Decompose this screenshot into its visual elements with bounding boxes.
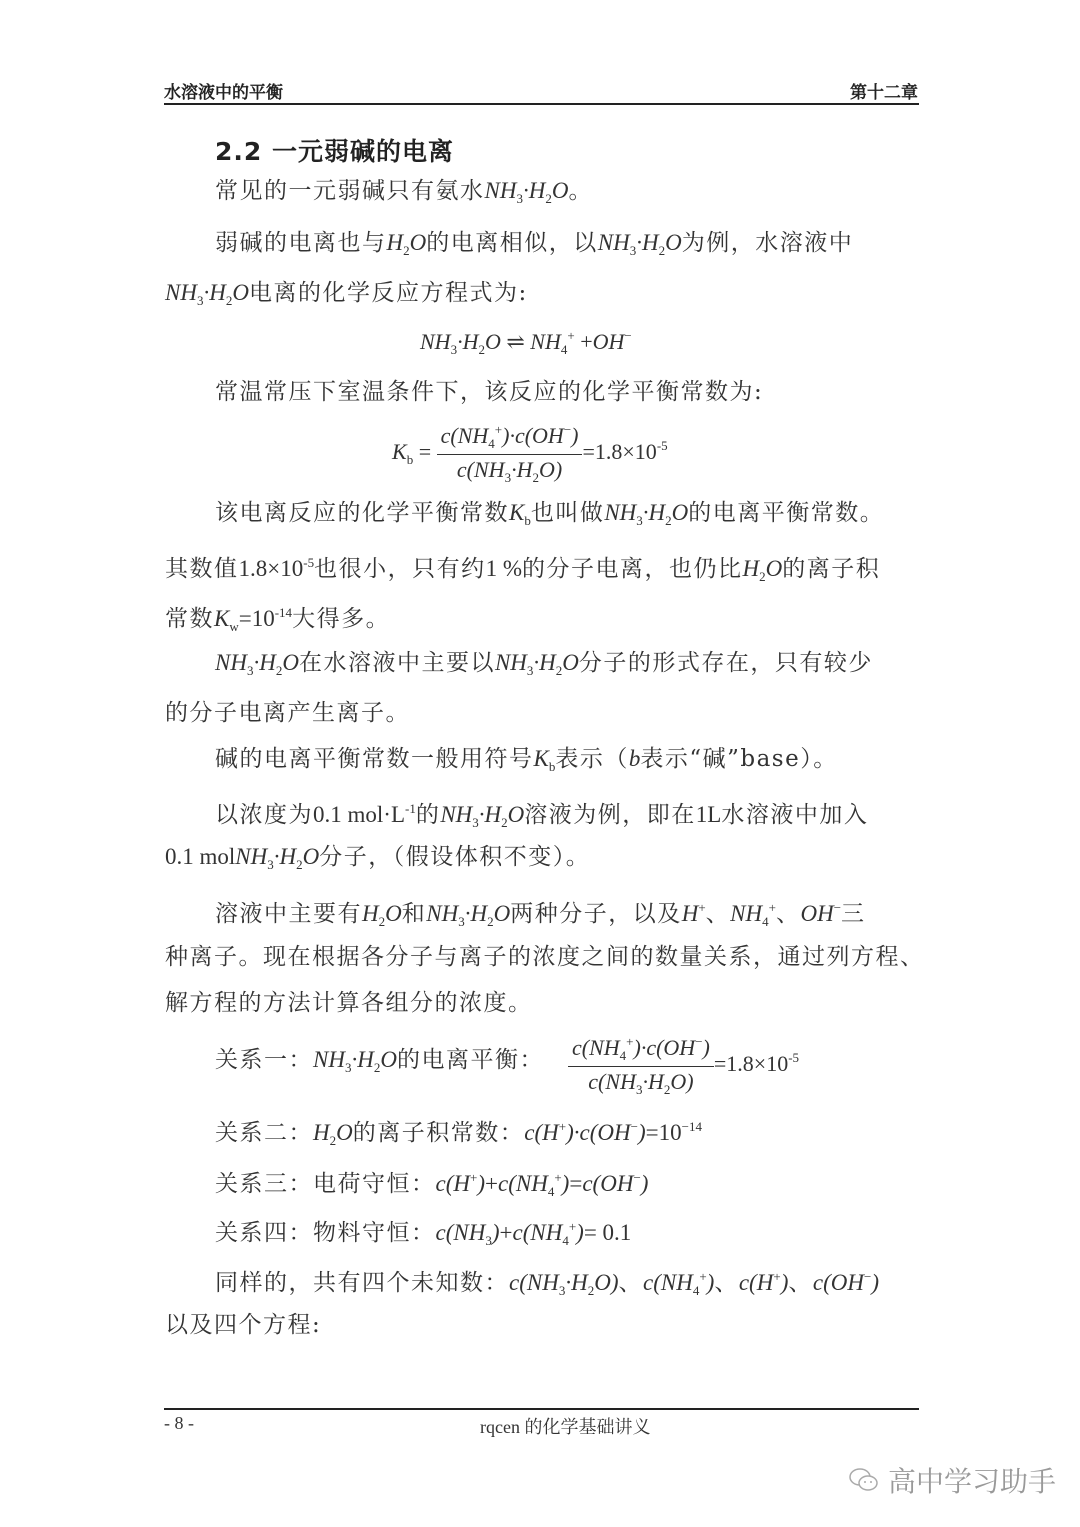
relation-1-formula: $\frac{c(NH_4^+)\cdot c(OH^-)}{c(NH_3\cdot H_2O)}$ $=1.8\times 10^{-5}$ [568,1034,799,1098]
formula-h2o: $H_2O$ [362,901,402,929]
paragraph: 解方程的方法计算各组分的浓度。 [165,990,533,1016]
text: 常见的一元弱碱只有氨水 [215,178,485,204]
footer-title: rqcen 的化学基础讲义 [480,1417,651,1437]
equilibrium-arrow-icon: ⇌ [506,329,525,354]
formula-nh3h2o: $NH_3\cdot H_2O$ [440,802,525,830]
paragraph [215,176,593,214]
paragraph: $NH_3\cdot H_2O$在水溶液中主要以$NH_3\cdot H_2O$分子的形式存在，只有较少 [215,650,873,678]
paragraph: 弱碱的电离也与$H_2O$的电离相似，以$NH_3\cdot H_2O$为例，水溶液中 [215,230,854,258]
relation-2: 关系二：$H_2O$的离子积常数：$c(H^+)\cdot c(OH^-)=10^{-14}$ [215,1119,702,1148]
paragraph: 碱的电离平衡常数一般用符号$K_b$表示（b表示“碱”base）。 [215,746,838,774]
paragraph: 以及四个方程: [165,1312,322,1338]
paragraph: 常数$K_w=10^{-14}$大得多。 [165,605,391,634]
formula-nh3h2o: $NH_3\cdot H_2O$ [604,500,689,528]
running-header-right: 第十二章 [850,83,918,103]
watermark-text: 高中学习助手 [888,1465,1057,1498]
formula-nh3h2o: $NH_3\cdot H_2O$ [235,844,320,872]
header-rule [164,103,919,105]
kb-formula: $K_b$ = $\frac{c(NH_4^+)\cdot c(OH^-)}{c(NH_3\cdot H_2O)}$ $=1.8\times 10^{-5}$ [392,422,668,485]
section-title: 2.2 一元弱碱的电离 [215,137,454,166]
paragraph: $NH_3\cdot H_2O$电离的化学反应方程式为: [165,280,528,308]
page-number: - 8 - [164,1413,194,1433]
watermark [848,1460,1056,1500]
formula-nh3h2o: $NH_3\cdot H_2O$ [215,650,299,678]
formula-nh3h2o: $NH_3\cdot H_2O$ [484,178,569,206]
formula-nh3h2o: $NH_3\cdot H_2O$ [597,230,682,258]
paragraph: 种离子。现在根据各分子与离子的浓度之间的数量关系，通过列方程、 [165,944,925,970]
footer-rule [164,1408,919,1410]
paragraph: 以浓度为0.1 $mol\cdot L^{-1}$的$NH_3\cdot H_2O$溶液为例，即在1L水溶液中加入 [215,801,869,830]
paragraph: 0.1 $molNH_3\cdot H_2O$分子，（假设体积不变）。 [165,844,591,872]
formula-h2o: $H_2O$ [742,556,783,584]
formula-nh3h2o: $NH_3\cdot H_2O$ [426,901,511,929]
text: 。 [568,178,593,204]
formula-h2o: $H_2O$ [313,1120,353,1148]
running-header-left: 水溶液中的平衡 [164,83,283,103]
formula-nh3h2o: $NH_3\cdot H_2O$ [494,650,579,678]
wechat-icon [848,1466,880,1494]
ionization-equation: $NH_3\cdot H_2O$ ⇌ $NH_4^+ +OH^-$ [420,328,632,357]
paragraph: 其数值$1.8\times 10^{-5}$也很小，只有约1 %的分子电离，也仍比$H_2O$的离子积 [165,555,881,584]
relation-1: 关系一：$NH_3\cdot H_2O$的电离平衡： [215,1047,544,1075]
kb-fraction: $\frac{c(NH_4^+)\cdot c(OH^-)}{c(NH_3\cdot H_2O)}$ [437,422,583,486]
formula-nh3h2o: $NH_3\cdot H_2O$ [165,280,249,308]
paragraph: 溶液中主要有$H_2O$和$NH_3\cdot H_2O$两种分子，以及H+、$NH_4^+$、OH−三 [215,900,866,929]
formula-nh3h2o: $NH_3\cdot H_2O$ [313,1047,397,1075]
paragraph: 的分子电离产生离子。 [165,700,410,726]
relation-3: 关系三：电荷守恒：$c(H^+)+c(NH_4^+)=c(OH^-)$ [215,1170,649,1199]
relation-4: 关系四：物料守恒：$c(NH_3)+c(NH_4^+)= 0.1$ [215,1219,632,1248]
formula-h2o: $H_2O$ [386,230,427,258]
paragraph: 同样的，共有四个未知数：$c(NH_3\cdot H_2O)$、$c(NH_4^+)$、c(H+)、c(OH−) [215,1269,879,1298]
paragraph: 常温常压下室温条件下，该反应的化学平衡常数为: [215,379,764,405]
paragraph: 该电离反应的化学平衡常数$K_b$也叫做$NH_3\cdot H_2O$的电离平衡常数。 [215,500,885,528]
